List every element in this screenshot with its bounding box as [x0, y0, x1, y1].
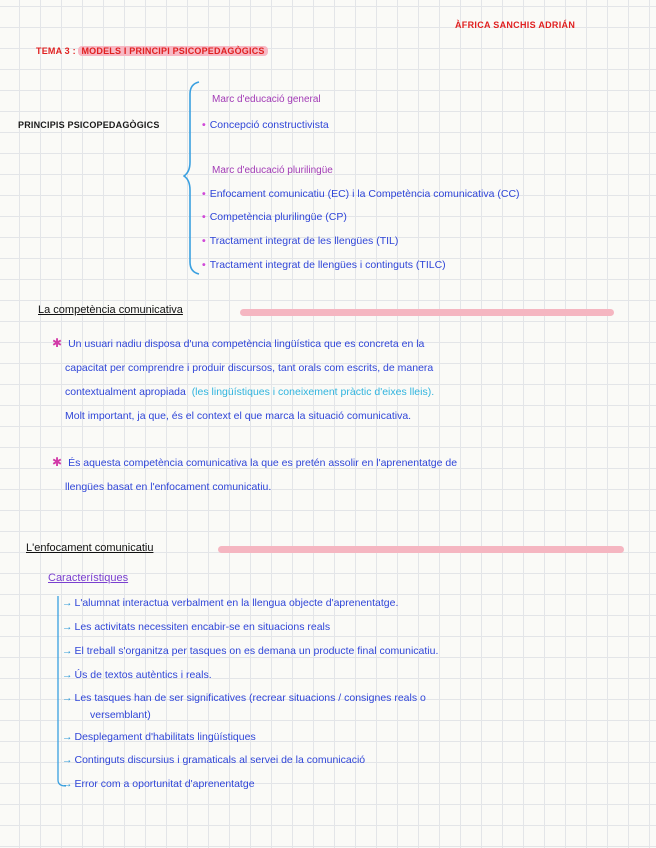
asterisk-icon: ✱	[52, 336, 63, 350]
section-heading-enfocament: L'enfocament comunicatiu	[26, 542, 154, 554]
paragraph-competencia	[52, 331, 434, 428]
author-name: ÀFRICA SANCHIS ADRIÁN	[455, 20, 576, 30]
arrow-icon: →	[62, 645, 73, 657]
list-item: • Concepció constructivista	[202, 119, 329, 131]
bullet-icon: •	[202, 235, 206, 247]
asterisk-icon: ✱	[52, 455, 63, 469]
subheading-caracteristiques: Característiques	[48, 572, 129, 584]
arrow-icon: →	[62, 778, 73, 790]
bullet-icon: •	[202, 188, 206, 200]
list-item: → Continguts discursius i gramaticals al servei de la comunicació	[62, 754, 366, 766]
paragraph-line: contextualment apropiada (les lingüístiques i coneixement pràctic d'eixes lleis).	[65, 386, 435, 398]
list-item: • Enfocament comunicatiu (EC) i la Competència comunicativa (CC)	[202, 188, 520, 200]
paragraph-line: ✱ És aquesta competència comunicativa la que es pretén assolir en l'aprenentatge de	[52, 455, 458, 469]
group-general-title: Marc d'educació general	[212, 94, 321, 105]
bullet-icon: •	[202, 119, 206, 131]
arrow-icon: →	[62, 597, 73, 609]
list-item: • Tractament integrat de les llengües (TIL)	[202, 235, 399, 247]
arrow-icon: →	[62, 731, 73, 743]
topic-number: TEMA 3 :	[36, 46, 76, 56]
paragraph-line: Molt important, ja que, és el context el que marca la situació comunicativa.	[65, 410, 412, 422]
list-item: → L'alumnat interactua verbalment en la llengua objecte d'aprenentatge.	[62, 597, 399, 609]
list-item-continuation: versemblant)	[90, 709, 151, 721]
arrow-icon: →	[62, 669, 73, 681]
list-item: • Competència plurilingüe (CP)	[202, 211, 347, 223]
arrow-icon: →	[62, 754, 73, 766]
list-item: • Tractament integrat de llengües i continguts (TILC)	[202, 259, 446, 271]
list-item: → Ús de textos autèntics i reals.	[62, 669, 212, 681]
section-heading-competencia: La competència comunicativa	[38, 304, 183, 316]
bullet-icon: •	[202, 211, 206, 223]
topic-title-row	[36, 46, 268, 56]
topic-title: MODELS I PRINCIPI PSICOPEDAGÒGICS	[78, 46, 267, 56]
paragraph-line: llengües basat en l'enfocament comunicatiu.	[65, 481, 272, 493]
group-plurilingue-title: Marc d'educació plurilingüe	[212, 165, 333, 176]
paragraph-line: capacitat per comprendre i produir discursos, tant orals com escrits, de manera	[65, 362, 434, 374]
arrow-icon: →	[62, 692, 73, 704]
heading-highlight-bar	[240, 309, 614, 316]
paragraph-objectiu	[52, 450, 457, 499]
list-item: → Error com a oportunitat d'aprenentatge	[62, 778, 255, 790]
list-item: → Les activitats necessiten encabir-se en situacions reals	[62, 621, 331, 633]
curly-brace-icon	[183, 80, 203, 276]
paragraph-line: ✱ Un usuari nadiu disposa d'una competència lingüística que es concreta en la	[52, 336, 425, 350]
list-item: → Desplegament d'habilitats lingüístiques	[62, 731, 256, 743]
bullet-icon: •	[202, 259, 206, 271]
heading-highlight-bar	[218, 546, 624, 553]
paragraph-note: (les lingüístiques i coneixement pràctic d'eixes lleis).	[191, 386, 435, 398]
principis-label: PRINCIPIS PSICOPEDAGÒGICS	[18, 120, 160, 130]
list-item: → Les tasques han de ser significatives (recrear situacions / consignes reals o	[62, 692, 426, 704]
arrow-icon: →	[62, 621, 73, 633]
list-item: → El treball s'organitza per tasques on es demana un producte final comunicatiu.	[62, 645, 439, 657]
